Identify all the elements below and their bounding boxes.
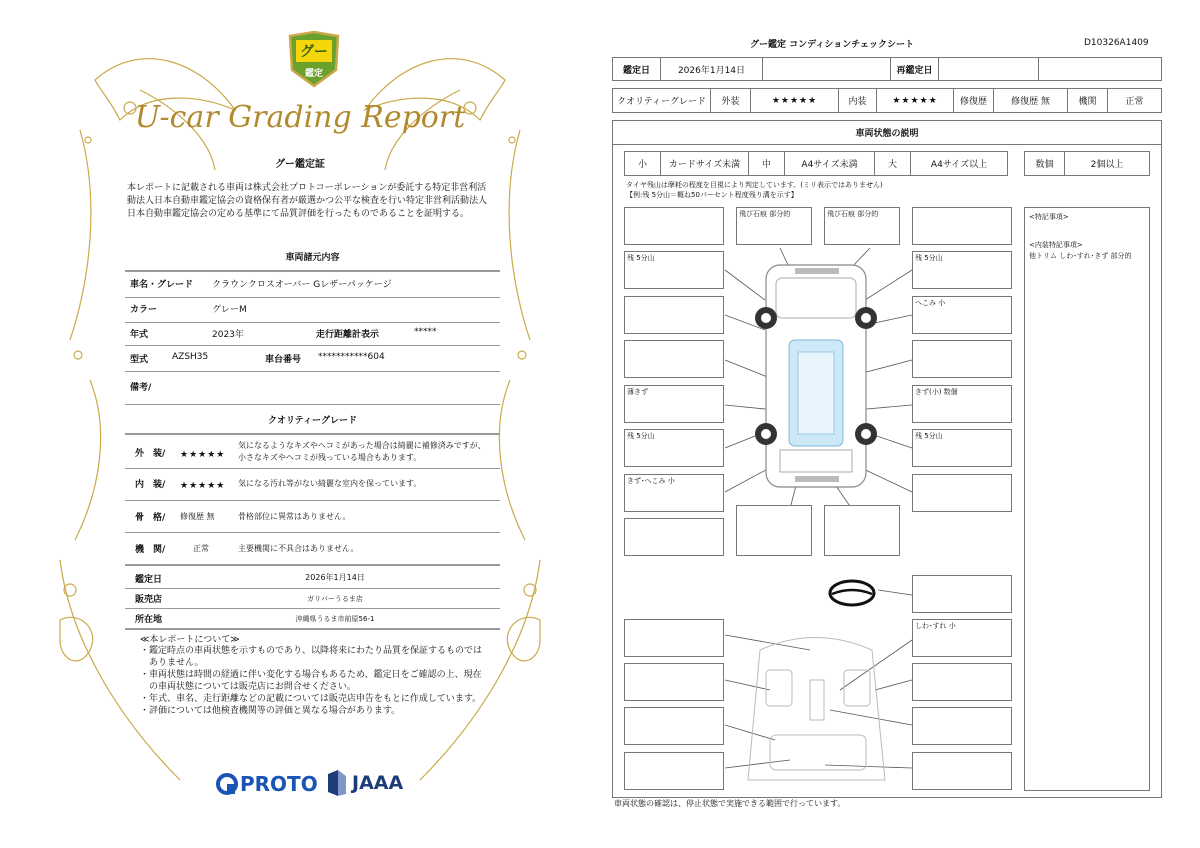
- interior-box-right-1: しわ･すれ 小: [912, 619, 1012, 657]
- qg-label: クオリティーグレード: [613, 89, 711, 112]
- spec-heading: 車両諸元内容: [285, 253, 340, 263]
- int-desc: 気になる汚れ等がない綺麗な室内を保っています。: [238, 479, 422, 488]
- damage-box-left-7: [624, 518, 724, 556]
- damage-box-left-4: 薄きず: [624, 385, 724, 423]
- damage-box-right-1: 残 5分山: [912, 251, 1012, 289]
- addr-value: 沖縄県うるま市前原56-1: [295, 615, 375, 623]
- ext-stars: ★★★★★: [180, 450, 226, 460]
- damage-box-top-3: 飛び石痕 部分的: [824, 207, 900, 245]
- damage-box-left-3: [624, 340, 724, 378]
- notes-label: 備考/: [130, 383, 152, 393]
- about-list: [140, 645, 490, 717]
- badge-sub: 鑑定: [304, 69, 323, 79]
- about-item: ・ 評価については他検査機関等の評価と異なる場合があります。: [140, 706, 401, 716]
- color-label: カラー: [130, 305, 158, 315]
- section-title: 車両状態の説明: [855, 129, 919, 139]
- engine-label: 機 関/: [135, 545, 166, 555]
- date-value: 2026年1月14日: [661, 58, 763, 80]
- proto-logo-icon: [216, 773, 238, 795]
- size-l-desc: A4サイズ以上: [930, 160, 988, 170]
- size-m-desc: A4サイズ未満: [785, 152, 875, 175]
- about-item: ・ 年式、車名、走行距離などの記載については販売店申告をもとに作成しています。: [140, 694, 482, 704]
- year-value: 2023年: [212, 330, 244, 340]
- re-label: 再鑑定日: [891, 58, 939, 80]
- damage-box-right-4: きず(小) 数個: [912, 385, 1012, 423]
- damage-box-right-3: [912, 340, 1012, 378]
- shop-label: 販売店: [135, 595, 163, 605]
- name-value: クラウンクロスオーバー Gレザーパッケージ: [212, 280, 392, 290]
- size-s: 小: [625, 152, 661, 175]
- model-value: AZSH35: [172, 352, 209, 362]
- damage-box-right-6: [912, 474, 1012, 512]
- about-item: ・ 鑑定時点の車両状態を示すものであり、以降将来にわたり品質を保証するものではありません。: [140, 646, 483, 668]
- interior-box-left-1: [624, 619, 724, 657]
- proto-logo: PROTO: [216, 772, 318, 796]
- damage-box-right-2: へこみ 小: [912, 296, 1012, 334]
- damage-box-top-2: 飛び石痕 部分的: [736, 207, 812, 245]
- interior-box-steering: [912, 575, 1012, 613]
- eng-label: 機関: [1068, 89, 1108, 112]
- frame-desc: 骨格部位に異常はありません。: [238, 512, 351, 521]
- frame-label: 骨 格/: [135, 513, 166, 523]
- damage-box-left-5: 残 5分山: [624, 429, 724, 467]
- model-label: 型式: [130, 355, 149, 365]
- ext-label: 外 装/: [135, 449, 166, 459]
- cert-title: グー鑑定証: [275, 159, 325, 170]
- ext-desc: 気になるようなキズやヘコミがあった場合は綺麗に補修済みですが、小さなキズやヘコミが残っている場合もあります。: [238, 441, 486, 462]
- interior-box-right-4: [912, 752, 1012, 790]
- special-notes-panel: [1024, 207, 1150, 791]
- chassis-value: ***********604: [318, 352, 385, 362]
- interior-box-left-2: [624, 663, 724, 701]
- interior-label: <内装特記事項>: [1029, 241, 1083, 249]
- tire-note-2: 【例:残 5分山＝概ね50パーセント程度残り溝を示す】: [626, 191, 798, 199]
- goo-badge: [286, 30, 342, 88]
- about-heading: ≪本レポートについて≫: [140, 635, 240, 645]
- ext-stars: ★★★★★: [751, 89, 839, 112]
- interior-box-right-3: [912, 707, 1012, 745]
- int-stars: ★★★★★: [180, 481, 226, 491]
- size-s-desc: カードサイズ未満: [661, 152, 749, 175]
- car-interior-view: [748, 638, 885, 781]
- shop-value: ガリバーうるま店: [307, 595, 363, 603]
- date-value: 2026年1月14日: [305, 573, 365, 582]
- eng-value: 正常: [1125, 97, 1144, 107]
- count-desc: 2個以上: [1090, 160, 1124, 170]
- damage-box-bottom-3: [824, 505, 900, 556]
- rep-value: 修復歴 無: [994, 89, 1068, 112]
- date-label: 鑑定日: [135, 575, 163, 585]
- ext-label: 外装: [711, 89, 751, 112]
- jaaa-logo-icon: [326, 770, 348, 796]
- damage-box-right-0: [912, 207, 1012, 245]
- footer-note: 車両状態の確認は、停止状態で実施できる範囲で行っています。: [614, 799, 846, 808]
- int-stars: ★★★★★: [877, 89, 954, 112]
- quality-heading: クオリティーグレード: [267, 416, 358, 426]
- engine-desc: 主要機関に不具合はありません。: [238, 544, 359, 553]
- count-label: 数個: [1025, 152, 1065, 175]
- addr-label: 所在地: [135, 615, 163, 625]
- jaaa-logo: JAAA: [326, 770, 403, 796]
- chassis-label: 車台番号: [265, 355, 302, 365]
- interior-note: 他トリム しわ･すれ･きず 部分的: [1029, 252, 1132, 260]
- damage-box-left-2: [624, 296, 724, 334]
- badge-text: グー: [300, 44, 328, 60]
- date-label: 鑑定日: [613, 58, 661, 80]
- car-top-view: [766, 265, 866, 487]
- sheet-title: グー鑑定 コンディションチェックシート: [750, 40, 914, 50]
- damage-box-left-1: 残 5分山: [624, 251, 724, 289]
- tire-note-1: タイヤ残山は摩耗の程度を目視により判定しています。(ミリ表示ではありません): [626, 181, 883, 189]
- damage-box-left-0: [624, 207, 724, 245]
- mileage-value: *****: [414, 327, 437, 337]
- special-label: <特記事項>: [1029, 213, 1069, 221]
- engine-value: 正常: [193, 544, 209, 553]
- rep-label: 修復歴: [954, 89, 994, 112]
- size-m: 中: [749, 152, 785, 175]
- int-label: 内装: [839, 89, 877, 112]
- color-value: グレーM: [212, 305, 247, 315]
- damage-box-right-5: 残 5分山: [912, 429, 1012, 467]
- doc-id: D10326A1409: [1084, 38, 1149, 48]
- interior-box-left-4: [624, 752, 724, 790]
- cert-intro: 本レポートに記載される車両は株式会社プロトコーポレーションが委託する特定非営利活動法人日本自動車鑑定協会の資格保有者が厳選かつ公平な検査を行い特定非営利活動法人日本自動車鑑定協会の定める基準にて品質評価を行ったものであることを証明する。: [127, 183, 488, 219]
- damage-box-left-6: きず･へこみ 小: [624, 474, 724, 512]
- size-l: 大: [875, 152, 911, 175]
- steering-wheel-icon: [830, 581, 874, 605]
- condition-check-sheet: [600, 0, 1200, 848]
- about-item: ・ 車両状態は時間の経過に伴い変化する場合もあるため、鑑定日をご確認の上、現在の車両状態については販売店にお問合せください。: [140, 670, 482, 692]
- year-label: 年式: [130, 330, 149, 340]
- int-label: 内 装/: [135, 480, 166, 490]
- damage-box-bottom-2: [736, 505, 812, 556]
- name-label: 車名・グレード: [130, 280, 194, 290]
- script-title: U-car Grading Report: [134, 100, 466, 135]
- mileage-label: 走行距離計表示: [316, 330, 380, 340]
- interior-box-right-2: [912, 663, 1012, 701]
- interior-box-left-3: [624, 707, 724, 745]
- frame-value: 修復歴 無: [180, 512, 215, 521]
